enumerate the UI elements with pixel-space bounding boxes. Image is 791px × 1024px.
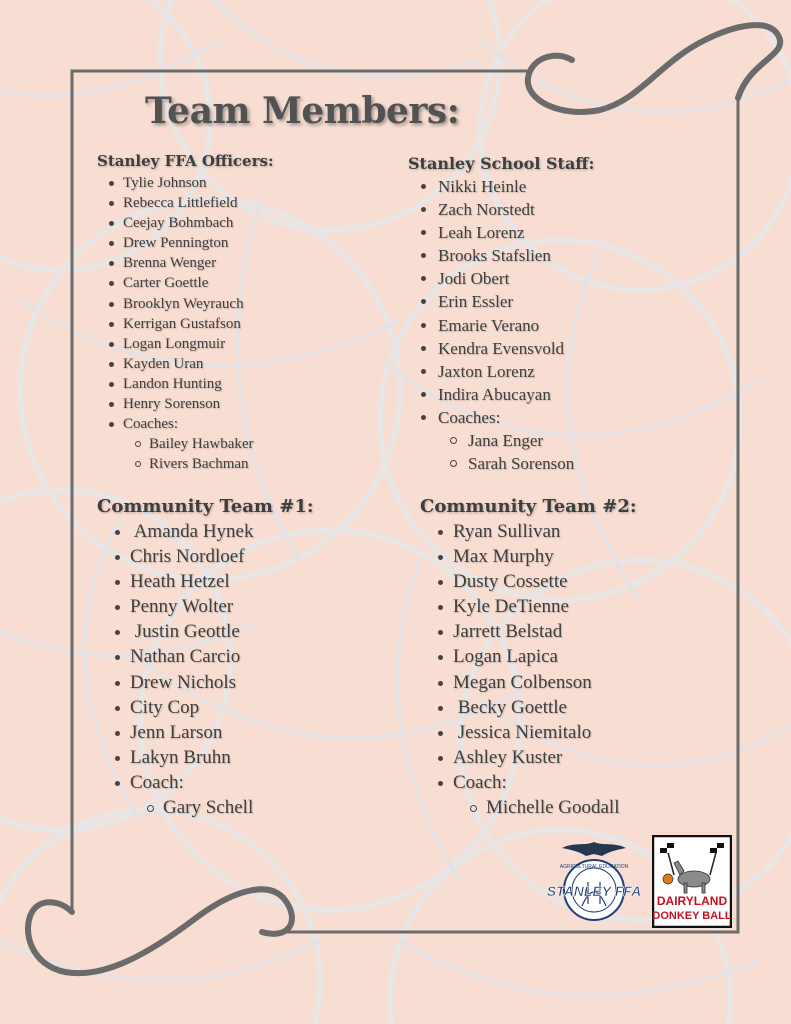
staff-section — [408, 154, 594, 475]
list-item: Kerrigan Gustafson — [97, 314, 273, 334]
list-item: Carter Goettle — [97, 273, 273, 293]
eagle-icon — [562, 842, 626, 856]
list-item: Rebecca Littlefield — [97, 193, 273, 213]
list-item: Dusty Cossette — [420, 569, 636, 594]
list-item: Nathan Carcio — [97, 644, 313, 669]
coach-label: Coach: — [97, 770, 313, 795]
list-item: Ryan Sullivan — [420, 519, 636, 544]
list-item: Logan Longmuir — [97, 334, 273, 354]
list-item: Brooks Stafslien — [408, 244, 594, 267]
dairyland-donkey-ball-logo — [652, 835, 732, 928]
list-item: City Cop — [97, 695, 313, 720]
coach-item: Rivers Bachman — [97, 454, 273, 474]
list-item: Zach Norstedt — [408, 198, 594, 221]
list-item: Brooklyn Weyrauch — [97, 294, 273, 314]
coach-item: Michelle Goodall — [420, 795, 636, 820]
svg-text:STANLEY FFA: STANLEY FFA — [546, 883, 642, 899]
list-item: Chris Nordloef — [97, 544, 313, 569]
list-item: Indira Abucayan — [408, 383, 594, 406]
list-item: Max Murphy — [420, 544, 636, 569]
list-item: Tylie Johnson — [97, 173, 273, 193]
list-item: Kyle DeTienne — [420, 594, 636, 619]
list-item: Jaxton Lorenz — [408, 360, 594, 383]
list-item: Kendra Evensvold — [408, 337, 594, 360]
community-team-2-list — [420, 519, 636, 820]
coach-label: Coach: — [420, 770, 636, 795]
svg-text:DAIRYLAND: DAIRYLAND — [656, 894, 728, 908]
list-item: Nikki Heinle — [408, 175, 594, 198]
list-item: Jenn Larson — [97, 720, 313, 745]
list-item: Emarie Verano — [408, 314, 594, 337]
page-title: Team Members: — [145, 90, 460, 132]
list-item: Amanda Hynek — [97, 519, 313, 544]
community-team-1-heading: Community Team #1: — [97, 496, 314, 517]
basketball-icon — [663, 874, 673, 884]
svg-text:AGRICULTURAL EDUCATION: AGRICULTURAL EDUCATION — [559, 864, 629, 870]
list-item: Jodi Obert — [408, 267, 594, 290]
list-item: Logan Lapica — [420, 644, 636, 669]
community-team-2-section — [420, 496, 636, 820]
list-item: Drew Nichols — [97, 670, 313, 695]
coach-item: Jana Enger — [408, 429, 594, 452]
officers-section — [97, 152, 273, 474]
list-item: Jessica Niemitalo — [420, 720, 636, 745]
list-item: Drew Pennington — [97, 233, 273, 253]
coach-item: Sarah Sorenson — [408, 452, 594, 475]
staff-list — [408, 175, 594, 475]
list-item: Jarrett Belstad — [420, 619, 636, 644]
officers-list — [97, 173, 273, 474]
stanley-ffa-logo — [544, 838, 644, 924]
list-item: Landon Hunting — [97, 374, 273, 394]
staff-heading: Stanley School Staff: — [408, 154, 595, 173]
list-item: Erin Essler — [408, 290, 594, 313]
coaches-label: Coaches: — [408, 406, 594, 429]
list-item: Leah Lorenz — [408, 221, 594, 244]
coach-item: Bailey Hawbaker — [97, 434, 273, 454]
list-item: Justin Geottle — [97, 619, 313, 644]
community-team-1-section — [97, 496, 313, 820]
coaches-label: Coaches: — [97, 414, 273, 434]
list-item: Heath Hetzel — [97, 569, 313, 594]
list-item: Brenna Wenger — [97, 253, 273, 273]
list-item: Henry Sorenson — [97, 394, 273, 414]
list-item: Becky Goettle — [420, 695, 636, 720]
list-item: Penny Wolter — [97, 594, 313, 619]
svg-text:DONKEY BALL: DONKEY BALL — [652, 910, 732, 922]
list-item: Kayden Uran — [97, 354, 273, 374]
community-team-2-heading: Community Team #2: — [420, 496, 637, 517]
list-item: Ceejay Bohmbach — [97, 213, 273, 233]
community-team-1-list — [97, 519, 313, 820]
coach-item: Gary Schell — [97, 795, 313, 820]
list-item: Ashley Kuster — [420, 745, 636, 770]
officers-heading: Stanley FFA Officers: — [97, 152, 274, 170]
list-item: Lakyn Bruhn — [97, 745, 313, 770]
list-item: Megan Colbenson — [420, 670, 636, 695]
